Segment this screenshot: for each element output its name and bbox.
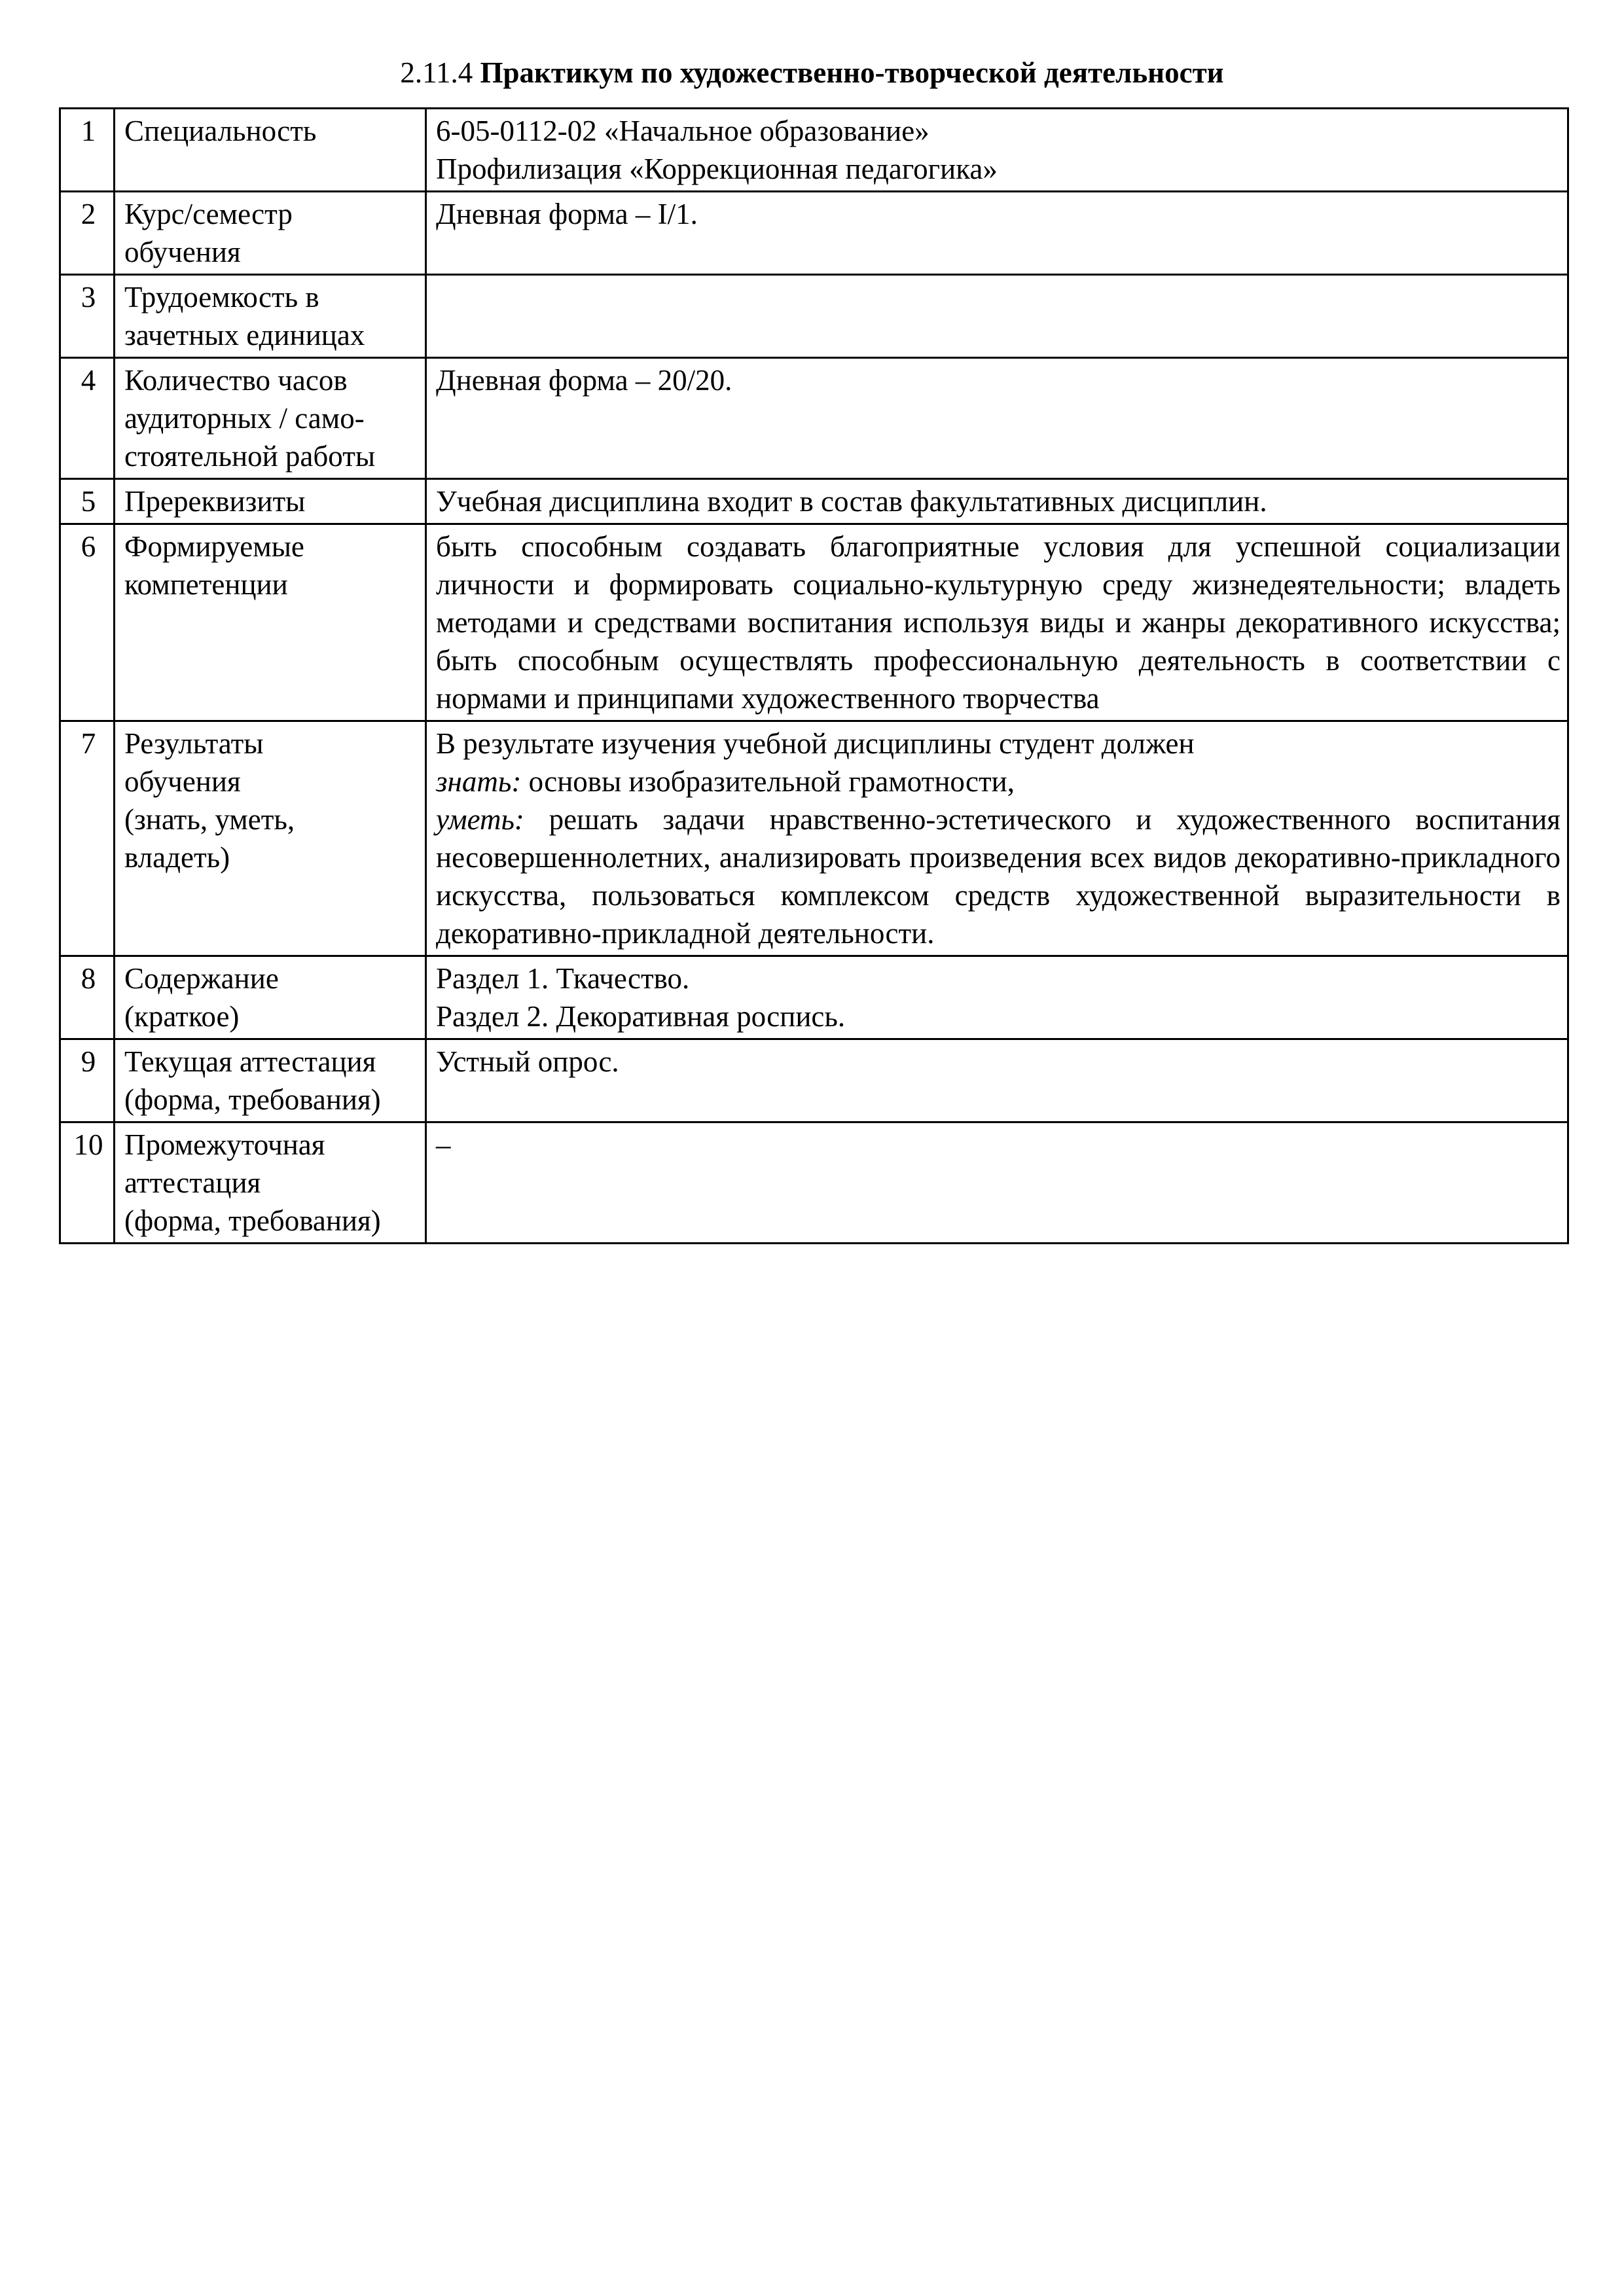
row-label	[115, 192, 426, 275]
row-label-line: аттестация	[124, 1166, 261, 1199]
row-label	[115, 109, 426, 192]
row-label-line: аудиторных / само-	[124, 402, 365, 435]
table-row	[60, 721, 1568, 956]
row-value	[426, 358, 1568, 479]
row-label-line: обучения	[124, 765, 241, 798]
section-title: Практикум по художественно-творческой деятельности	[480, 56, 1224, 89]
row-label	[115, 524, 426, 721]
row-label	[115, 275, 426, 358]
row-label-line: Курс/семестр	[124, 198, 293, 230]
row-label	[115, 1039, 426, 1122]
row-number: 4	[60, 358, 115, 479]
row-number: 10	[60, 1122, 115, 1244]
table-row	[60, 956, 1568, 1039]
row-number: 1	[60, 109, 115, 192]
row-number: 9	[60, 1039, 115, 1122]
row-number: 8	[60, 956, 115, 1039]
learning-outcomes-intro: В результате изучения учебной дисциплины студент должен	[436, 727, 1195, 760]
learning-outcomes-know	[436, 762, 1561, 800]
table-row	[60, 192, 1568, 275]
row-value-line: 6-05-0112-02 «Начальное образование»	[436, 115, 929, 147]
row-label-line: (форма, требования)	[124, 1083, 381, 1116]
table-row	[60, 1039, 1568, 1122]
row-label-line: (краткое)	[124, 1000, 240, 1033]
row-label-line: Содержание	[124, 962, 279, 995]
table-row	[60, 479, 1568, 524]
row-number: 6	[60, 524, 115, 721]
row-value-line: Раздел 2. Декоративная роспись.	[436, 1000, 846, 1033]
row-label-line: Результаты	[124, 727, 264, 760]
row-label-line: Пререквизиты	[124, 485, 306, 518]
row-value	[426, 721, 1568, 956]
row-value-line: Раздел 1. Ткачество.	[436, 962, 690, 995]
row-value	[426, 524, 1568, 721]
row-label	[115, 479, 426, 524]
row-value-line: –	[436, 1128, 451, 1161]
row-number: 5	[60, 479, 115, 524]
row-label-line: владеть)	[124, 841, 230, 874]
row-label-line: Специальность	[124, 115, 317, 147]
know-text: основы изобразительной грамотности,	[521, 765, 1015, 798]
row-value	[426, 109, 1568, 192]
row-label-line: (форма, требования)	[124, 1204, 381, 1237]
row-value-line: Дневная форма – I/1.	[436, 198, 698, 230]
can-text: решать задачи нравственно-эстетического и художественного воспитания несовершеннолетних, анализировать произведения всех видов декоративно-прикладного искусства, пользоваться комплексом средств художественной выразительности в декоративно-прикладной деятельности.	[436, 803, 1561, 950]
row-number: 7	[60, 721, 115, 956]
row-label	[115, 358, 426, 479]
row-value-line: Дневная форма – 20/20.	[436, 364, 732, 397]
row-value-line: Профилизация «Коррекционная педагогика»	[436, 152, 998, 185]
row-value	[426, 192, 1568, 275]
row-label-line: стоятельной работы	[124, 440, 376, 473]
row-label-line: Количество часов	[124, 364, 348, 397]
row-value-line: Учебная дисциплина входит в состав факультативных дисциплин.	[436, 485, 1267, 518]
row-value-line: Устный опрос.	[436, 1045, 619, 1078]
row-value	[426, 1122, 1568, 1244]
row-label-line: (знать, уметь,	[124, 803, 295, 836]
row-label	[115, 1122, 426, 1244]
row-value-empty	[426, 275, 1568, 358]
row-label-line: Формируемые	[124, 530, 304, 563]
row-value	[426, 1039, 1568, 1122]
row-number: 2	[60, 192, 115, 275]
row-label-line: зачетных единицах	[124, 319, 365, 351]
can-label: уметь:	[436, 803, 524, 836]
learning-outcomes-can	[436, 800, 1561, 952]
row-label-line: Трудоемкость в	[124, 281, 319, 314]
row-value	[426, 956, 1568, 1039]
row-number: 3	[60, 275, 115, 358]
row-value	[426, 479, 1568, 524]
table-row	[60, 1122, 1568, 1244]
document-title	[0, 55, 1624, 90]
table-row	[60, 275, 1568, 358]
table-row	[60, 358, 1568, 479]
competencies-text: быть способным создавать благоприятные условия для успешной социализации личности и формировать социально-культурную среду жизнедеятельности; владеть методами и средствами воспитания используя виды и жанры декоративного искусства; быть способным осуществлять профессиональную деятельность в соответствии с нормами и принципами художественного творчества	[436, 530, 1561, 715]
row-label-line: Промежуточная	[124, 1128, 325, 1161]
table-row	[60, 109, 1568, 192]
row-label	[115, 956, 426, 1039]
row-label	[115, 721, 426, 956]
row-label-line: Текущая аттестация	[124, 1045, 376, 1078]
row-label-line: компетенции	[124, 568, 288, 601]
discipline-table	[59, 107, 1569, 1244]
section-number: 2.11.4	[400, 56, 473, 89]
table-row	[60, 524, 1568, 721]
know-label: знать:	[436, 765, 522, 798]
row-label-line: обучения	[124, 236, 241, 268]
